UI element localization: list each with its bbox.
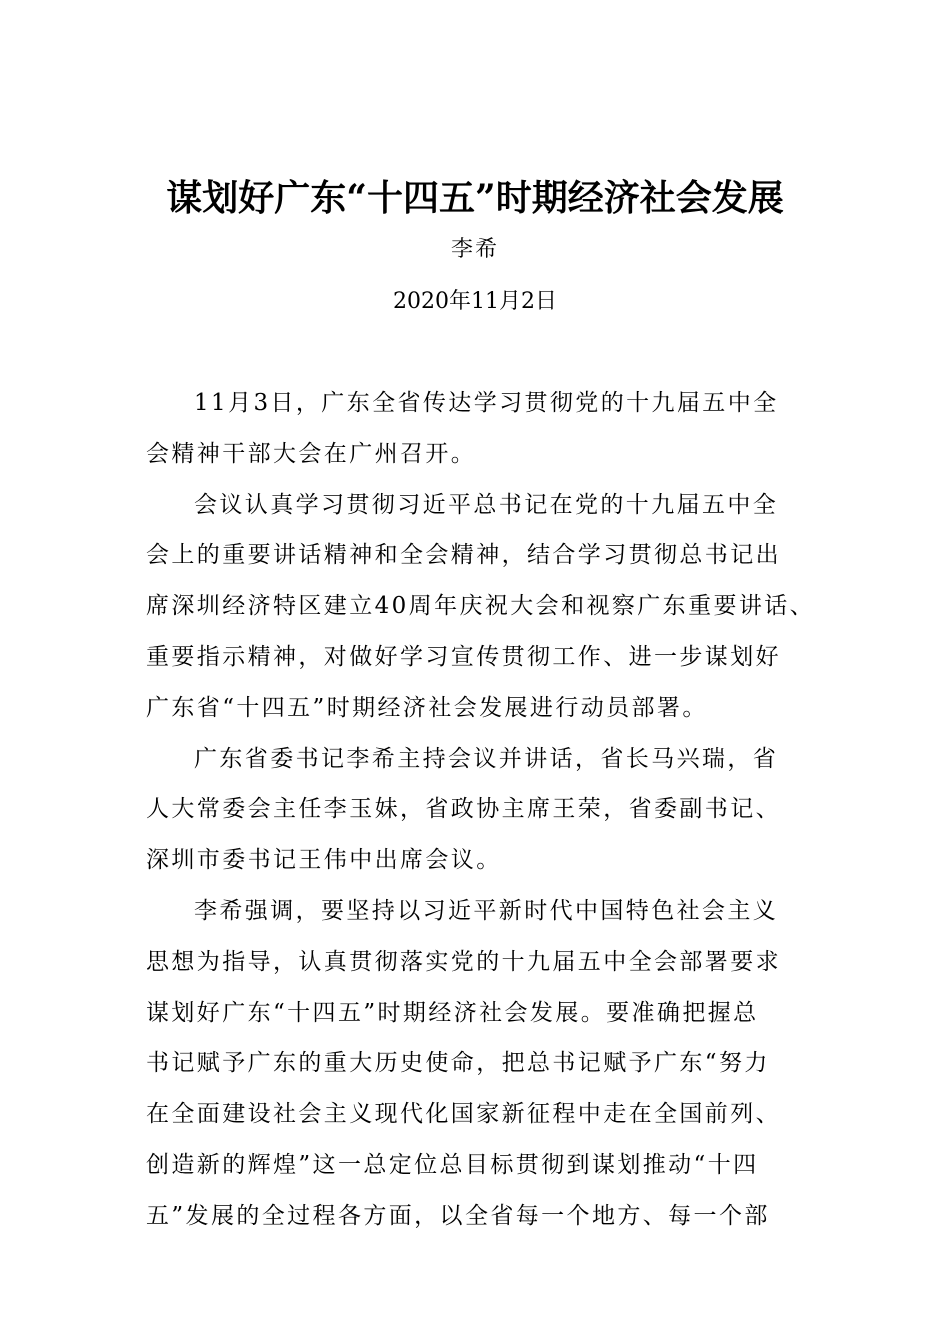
document-title: 谋划好广东“十四五”时期经济社会发展 (166, 177, 784, 219)
body-line: 李希强调，要坚持以习近平新时代中国特色社会主义 (194, 897, 779, 924)
body-line: 五”发展的全过程各方面，以全省每一个地方、每一个部 (146, 1202, 770, 1229)
body-line: 书记赋予广东的重大历史使命，把总书记赋予广东“努力 (146, 1050, 770, 1077)
document-date: 2020年11月2日 (393, 289, 557, 314)
body-line: 会议认真学习贯彻习近平总书记在党的十九届五中全 (194, 491, 779, 518)
body-line: 重要指示精神，对做好学习宣传贯彻工作、进一步谋划好 (146, 643, 781, 670)
body-line: 思想为指导，认真贯彻落实党的十九届五中全会部署要求 (146, 948, 781, 975)
body-line: 席深圳经济特区建立40周年庆祝大会和视察广东重要讲话、 (146, 593, 816, 620)
body-line: 11月3日，广东全省传达学习贯彻党的十九届五中全 (194, 390, 779, 416)
body-line: 深圳市委书记王伟中出席会议。 (146, 847, 502, 874)
body-line: 人大常委会主任李玉妹，省政协主席王荣，省委副书记、 (146, 796, 781, 823)
body-line: 创造新的辉煌”这一总定位总目标贯彻到谋划推动“十四 (146, 1151, 759, 1178)
body-line: 会精神干部大会在广州召开。 (146, 440, 477, 467)
document-body (146, 378, 816, 1242)
body-line: 谋划好广东“十四五”时期经济社会发展。要准确把握总 (146, 999, 759, 1026)
body-line: 广东省委书记李希主持会议并讲话，省长马兴瑞，省 (194, 745, 779, 772)
body-line: 广东省“十四五”时期经济社会发展进行动员部署。 (146, 694, 708, 721)
body-line: 会上的重要讲话精神和全会精神，结合学习贯彻总书记出 (146, 542, 781, 569)
body-line: 在全面建设社会主义现代化国家新征程中走在全国前列、 (146, 1101, 781, 1128)
document-author: 李希 (450, 237, 499, 262)
